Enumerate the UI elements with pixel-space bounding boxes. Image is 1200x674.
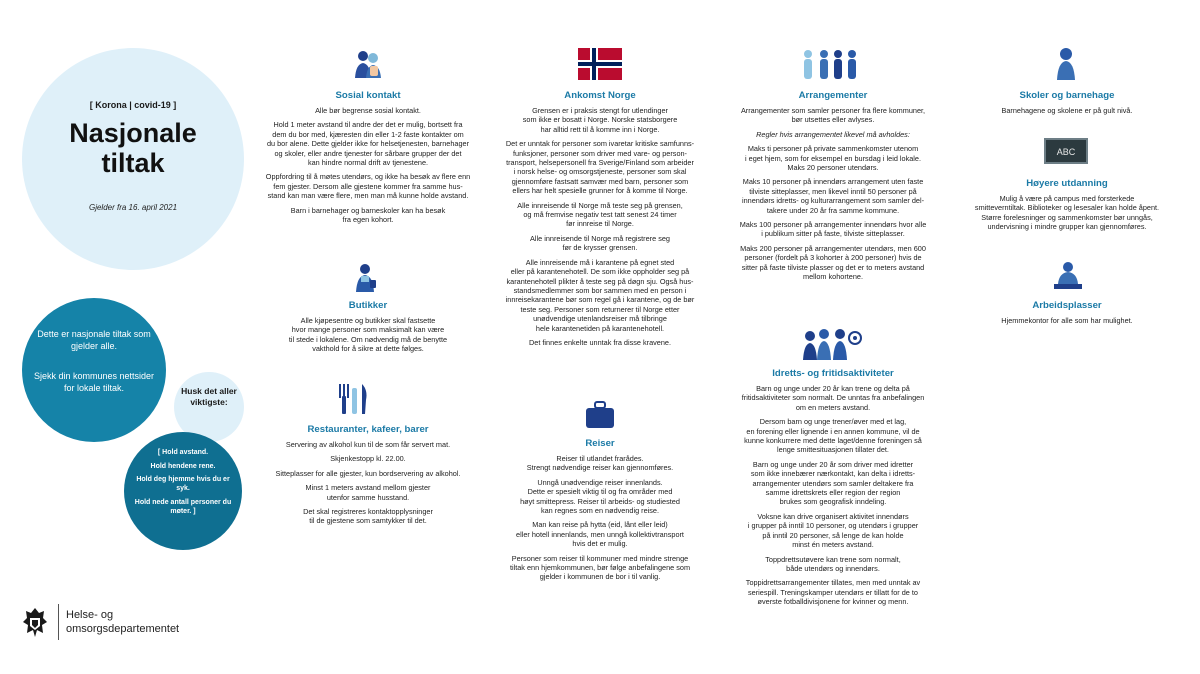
section-restauranter [260, 424, 476, 531]
reiser-para: Unngå unødvendige reiser innenlands. Dette er spesielt viktig til og fra områder med høyt smittepress. Reiser til arbeids- og studiested kan regnes som en nødvendig reise. [520, 477, 680, 516]
info-line-local: Sjekk din kommunes nettsider for lokale tiltak. [33, 371, 155, 393]
sosial-para: Barn i barnehager og barneskoler kan ha besøk fra egen kohort. [290, 205, 446, 225]
restauranter-para: Sitteplasser for alle gjester, kun bordservering av alkohol. [275, 468, 461, 478]
ankomst-para: Det finnes enkelte unntak fra disse kravene. [529, 337, 671, 347]
department-name: Helse- og omsorgsdepartementet [66, 609, 180, 635]
ankomst-para: Alle innreisende til Norge må registrere seg før de krysser grensen. [530, 233, 670, 253]
section-ankomst-norge [488, 90, 712, 352]
hoyere-para: Mulig å være på campus med forsterkede smitteverntiltak. Biblioteker og lesesaler kan holde åpent. Større forelesninger og sammenkomster bør unngås, undervisning i mindre grupper kan gjennomføres. [974, 194, 1160, 232]
arrangementer-rule-note: Regler hvis arrangementet likevel må avholdes: [756, 129, 910, 139]
skoler-para: Barnehagene og skolene er på gult nivå. [1001, 106, 1133, 115]
audience-icon [800, 46, 862, 82]
section-sosial-kontakt [258, 90, 478, 229]
remember-item: [ Hold avstand. [157, 449, 209, 456]
hero-kicker: [ Korona | covid-19 ] [89, 100, 177, 110]
section-title-hoyere: Høyere utdanning [1026, 178, 1108, 189]
section-title-arrangementer: Arrangementer [798, 90, 868, 101]
coat-of-arms-logo-icon [20, 606, 50, 640]
footer-divider [58, 604, 59, 640]
arrangementer-para: Maks ti personer på private sammenkomster utenom i eget hjem, som for eksempel en bursdag i leid lokale. Maks 20 personer utendørs. [744, 144, 922, 173]
info-circle [22, 298, 166, 442]
child-icon [1054, 46, 1078, 82]
idrett-para: Toppdrettsutøvere kan trene som normalt, både utendørs og innendørs. [765, 554, 901, 573]
idrett-para: Barn og unge under 20 år kan trene og delta på fritidsaktiviteter som normalt. De unntas fra anbefalingen om en meters avstand. [741, 384, 925, 412]
ankomst-para: Grensen er i praksis stengt for utlendinger som ikke er bosatt i Norge. Norske statsborgere har alltid rett til å komme inn i Norge. [522, 106, 678, 134]
ankomst-para: Det er unntak for personer som ivaretar kritiske samfunns- funksjoner, personer som driver med vare- og person- transport, helsepersonell fra Sverige/Finland som arbeider i norsk helse- og omsorgstjeneste, personer som skal gjennomføre fastsatt samvær med barn, personer som ellers har helt spesielle grunner for å komme til Norge. [505, 139, 695, 196]
section-idrett [720, 368, 946, 612]
sosial-para: Alle bør begrense sosial kontakt. [315, 106, 421, 115]
valid-from-date: Gjelder fra 16. april 2021 [88, 203, 178, 212]
people-icon [350, 46, 386, 82]
section-title-restauranter: Restauranter, kafeer, barer [307, 424, 429, 435]
restauranter-para: Skjenkestopp kl. 22.00. [330, 454, 406, 464]
idrett-para: Dersom barn og unge trener/øver med et lag, en forening eller lignende i en annen kommune, vil de kunne konkurrere med dette laget/denne foreningen så lenge smittesituasjonen tillater det. [744, 417, 922, 455]
shopper-icon [350, 262, 380, 294]
sosial-para: Hold 1 meter avstand til andre der det er mulig, bortsett fra dem du bor med, kjæresten din eller 1-2 faste kontakter om du bor alene. Dette gjelder ikke for helsetjenesten, barnehager og skoler, eller andre tjenester for sårbare grupper der det kan hindre normal drift av tjenestene. [266, 120, 469, 168]
board-text: ABC [1056, 147, 1076, 157]
office-worker-icon [1052, 260, 1084, 292]
section-title-butikker: Butikker [348, 300, 388, 311]
reiser-para: Man kan reise på hytta (eid, lånt eller leid) eller hotell innenlands, men unngå kollektivtransport hvis det er mulig. [516, 520, 684, 549]
restauranter-para: Minst 1 meters avstand mellom gjester utenfor samme husstand. [305, 483, 431, 502]
blackboard-icon [1044, 138, 1088, 166]
restauranter-para: Det skal registreres kontaktopplysninger til de gjestene som samtykker til det. [303, 507, 433, 526]
section-title-ankomst: Ankomst Norge [564, 90, 636, 101]
suitcase-icon [584, 400, 616, 430]
remember-item: Hold hendene rene. [150, 463, 216, 470]
info-line-national: Dette er nasjonale tiltak som gjelder alle. [37, 329, 151, 351]
section-title-idrett: Idretts- og fritidsaktiviteter [772, 368, 894, 379]
section-arrangementer [720, 90, 946, 287]
arrangementer-para: Maks 100 personer på arrangementer innendørs hvor alle i publikum sitter på faste, tilviste sitteplasser. [739, 220, 927, 239]
section-hoyere-utdanning [958, 178, 1176, 237]
reiser-para: Reiser til utlandet frarådes. Strengt nødvendige reiser kan gjennomføres. [526, 454, 674, 473]
section-butikker [260, 300, 476, 359]
section-title-sosial: Sosial kontakt [335, 90, 401, 101]
ankomst-para: Alle innreisende må i karantene på egnet sted eller på karantenehotell. De som ikke oppholder seg på karantenehotell plikter å teste seg på døgn sju. Også hus- standsmedlemmer som bor sammen med en person i innreisekarantene bør som regel gå i karantene, og de bør teste seg. Personer som returnerer til Norge etter unødvendige utenlandsreiser må tilbringe hele karantenetiden på karantenehotell. [505, 257, 695, 333]
cutlery-icon [336, 382, 372, 416]
remember-item: Hold deg hjemme hvis du er syk. [136, 476, 230, 492]
sports-group-icon [802, 326, 864, 362]
ankomst-para: Alle innreisende til Norge må teste seg på grensen, og må fremvise negativ test tatt senest 24 timer før innreise til Norge. [517, 200, 683, 229]
section-skoler [964, 90, 1170, 120]
hero-circle [22, 48, 244, 270]
idrett-para: Toppidrettsarrangementer tillates, men med unntak av seriespill. Treningskamper utendørs er tillatt for de to øverste fotballdivisjonene for kvinner og menn. [745, 578, 921, 607]
norway-flag-icon [578, 48, 622, 80]
arrangementer-para: Maks 10 personer på innendørs arrangement uten faste tilviste sitteplasser, men likevel inntil 50 personer på innendørs idretts- og kulturarrangement som samler del- takere under 20 år fra samme kommune. [741, 177, 925, 215]
section-title-reiser: Reiser [585, 438, 615, 449]
remember-label: Husk det aller viktigste: [181, 386, 237, 407]
reiser-para: Personer som reiser til kommuner med mindre strenge tiltak enn hjemkommunen, bør følge anbefalingene som gjelder i kommunen de bor i til vanlig. [509, 553, 691, 582]
page-title [22, 118, 244, 178]
restauranter-para: Servering av alkohol kun til de som får servert mat. [285, 440, 451, 449]
section-arbeidsplasser [964, 300, 1170, 330]
arbeid-para: Hjemmekontor for alle som har mulighet. [1001, 316, 1133, 325]
idrett-para: Voksne kan drive organisert aktivitet innendørs i grupper på inntil 10 personer, og utendørs i grupper på inntil 20 personer, så lenge de kan holde minst én meters avstand. [747, 511, 919, 550]
butikker-para: Alle kjøpesentre og butikker skal fastsette hvor mange personer som maksimalt kan være til stede i lokalene. Om nødvendig må de benytte vakthold for å sikre at dette følges. [288, 316, 448, 354]
sosial-para: Oppfordring til å møtes utendørs, og ikke ha besøk av flere enn fem gjester. Dersom alle gjestene kommer fra samme hus- stand kan man være flere, men man må kunne holde avstand. [265, 172, 471, 201]
section-title-arbeid: Arbeidsplasser [1032, 300, 1102, 311]
arrangementer-para: Maks 200 personer på arrangementer utendørs, men 600 personer (fordelt på 3 kohorter à 200 personer) hvis de sitter på faste tilviste plasser og det er to meters avstand mellom kohortene. [740, 243, 926, 282]
section-reiser [488, 438, 712, 587]
section-title-skoler: Skoler og barnehage [1019, 90, 1115, 101]
idrett-para: Barn og unge under 20 år som driver med idretter som ikke innebærer nærkontakt, kan delta i idretts- arrangementer utendørs som samler deltakere fra samme idrettskrets eller region der region brukes som geografisk inndeling. [750, 459, 916, 507]
remember-list-circle [124, 432, 242, 550]
page-title-text: Nasjonale tiltak [69, 118, 197, 178]
remember-item: Hold nede antall personer du møter. ] [134, 499, 232, 515]
arrangementer-para: Arrangementer som samler personer fra flere kommuner, bør utsettes eller avlyses. [740, 106, 926, 125]
